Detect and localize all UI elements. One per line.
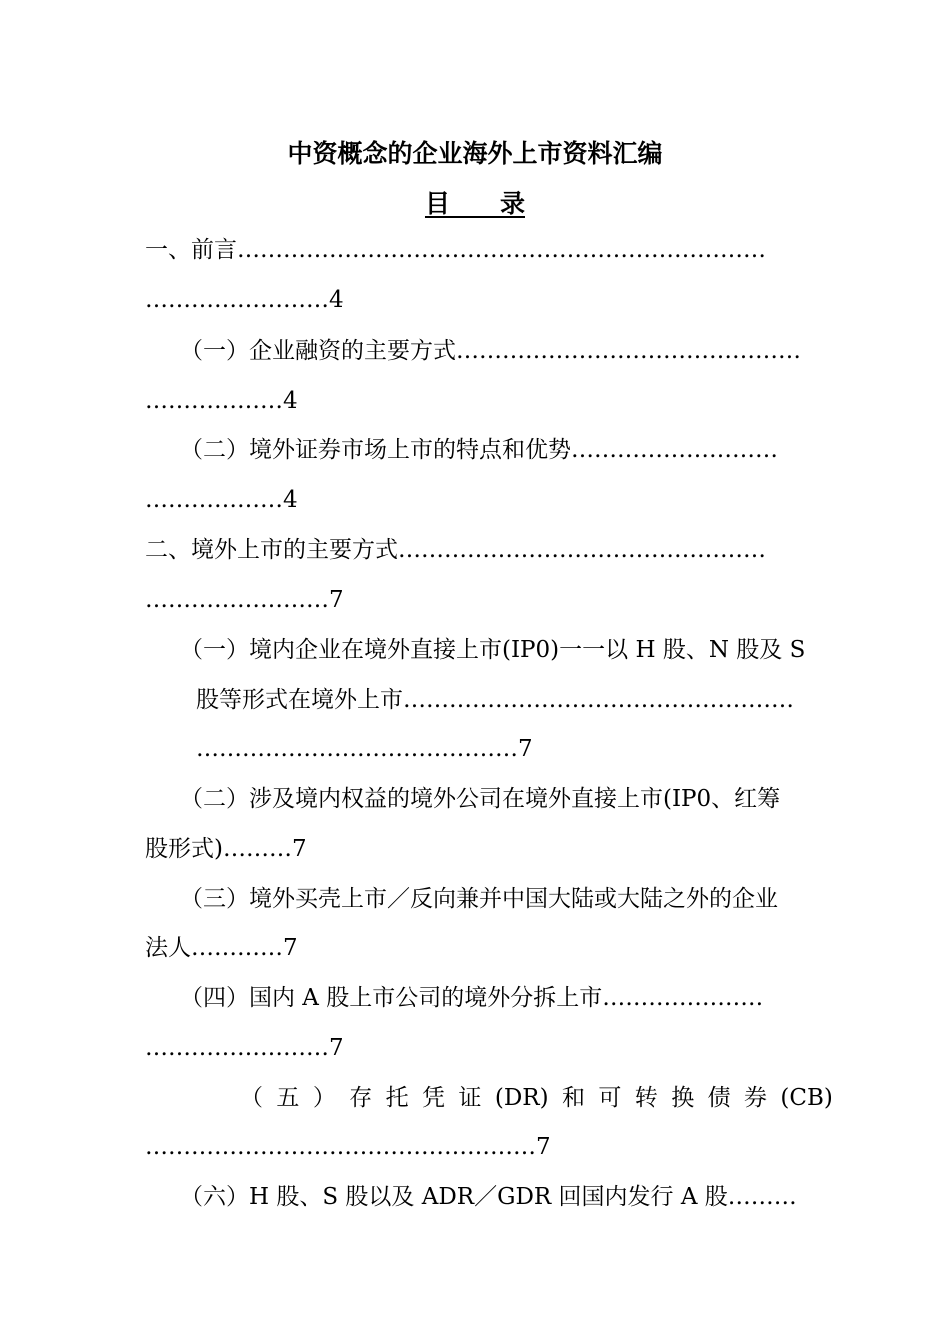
spread-char: (DR)	[494, 1085, 549, 1111]
spread-char: 债	[707, 1085, 731, 1111]
toc-entry-preface: 一、前言……………………………………………………………	[145, 237, 766, 263]
toc-entry-h-s-adr-gdr: （六）H 股、S 股以及 ADR／GDR 回国内发行 A 股………	[180, 1184, 797, 1210]
toc-entry-direct-listing-cont: 股等形式在境外上市……………………………………………	[196, 687, 794, 713]
spread-char: 证	[458, 1085, 482, 1111]
spread-char: 和	[561, 1085, 585, 1111]
spread-char: 可	[598, 1085, 622, 1111]
toc-entry-reverse-merger: （三）境外买壳上市／反向兼并中国大陆或大陆之外的企业	[180, 886, 778, 912]
toc-entry-listing-methods-page: ……………………7	[145, 587, 344, 613]
spread-char: 换	[671, 1085, 695, 1111]
spread-char: 凭	[422, 1085, 446, 1111]
toc-entry-red-chip: （二）涉及境内权益的境外公司在境外直接上市(IP0、红筹	[180, 786, 781, 812]
toc-entry-overseas-features-page: ………………4	[145, 487, 298, 513]
toc-entry-direct-listing: （一）境内企业在境外直接上市(IP0)一一以 H 股、N 股及 S	[180, 637, 806, 663]
toc-entry-reverse-merger-page: 法人…………7	[145, 935, 298, 961]
toc-entry-listing-methods: 二、境外上市的主要方式…………………………………………	[145, 537, 766, 563]
spread-char: 存	[349, 1085, 373, 1111]
toc-entry-spin-off-page: ……………………7	[145, 1035, 344, 1061]
toc-entry-financing-methods-page: ………………4	[145, 388, 298, 414]
spread-char: ）	[312, 1085, 336, 1111]
spread-char: 托	[385, 1085, 409, 1111]
toc-entry-overseas-features: （二）境外证券市场上市的特点和优势………………………	[180, 437, 778, 463]
toc-entry-red-chip-page: 股形式)………7	[145, 836, 307, 862]
spread-char: 五	[276, 1085, 300, 1111]
toc-entry-financing-methods: （一）企业融资的主要方式………………………………………	[180, 338, 801, 364]
spread-char: 转	[634, 1085, 658, 1111]
spread-char: (CB)	[780, 1085, 833, 1111]
toc-entry-spin-off: （四）国内 A 股上市公司的境外分拆上市…………………	[180, 985, 764, 1011]
toc-entry-direct-listing-page: ……………………………………7	[196, 736, 533, 762]
document-title: 中资概念的企业海外上市资料汇编	[287, 139, 663, 168]
toc-entry-dr-cb-page: ……………………………………………7	[145, 1134, 551, 1160]
toc-entry-preface-page: ……………………4	[145, 287, 344, 313]
toc-entry-dr-cb	[240, 1080, 833, 1116]
toc-heading: 目 录	[424, 189, 525, 218]
spread-char: （	[240, 1085, 263, 1111]
spread-char: 券	[744, 1085, 767, 1111]
